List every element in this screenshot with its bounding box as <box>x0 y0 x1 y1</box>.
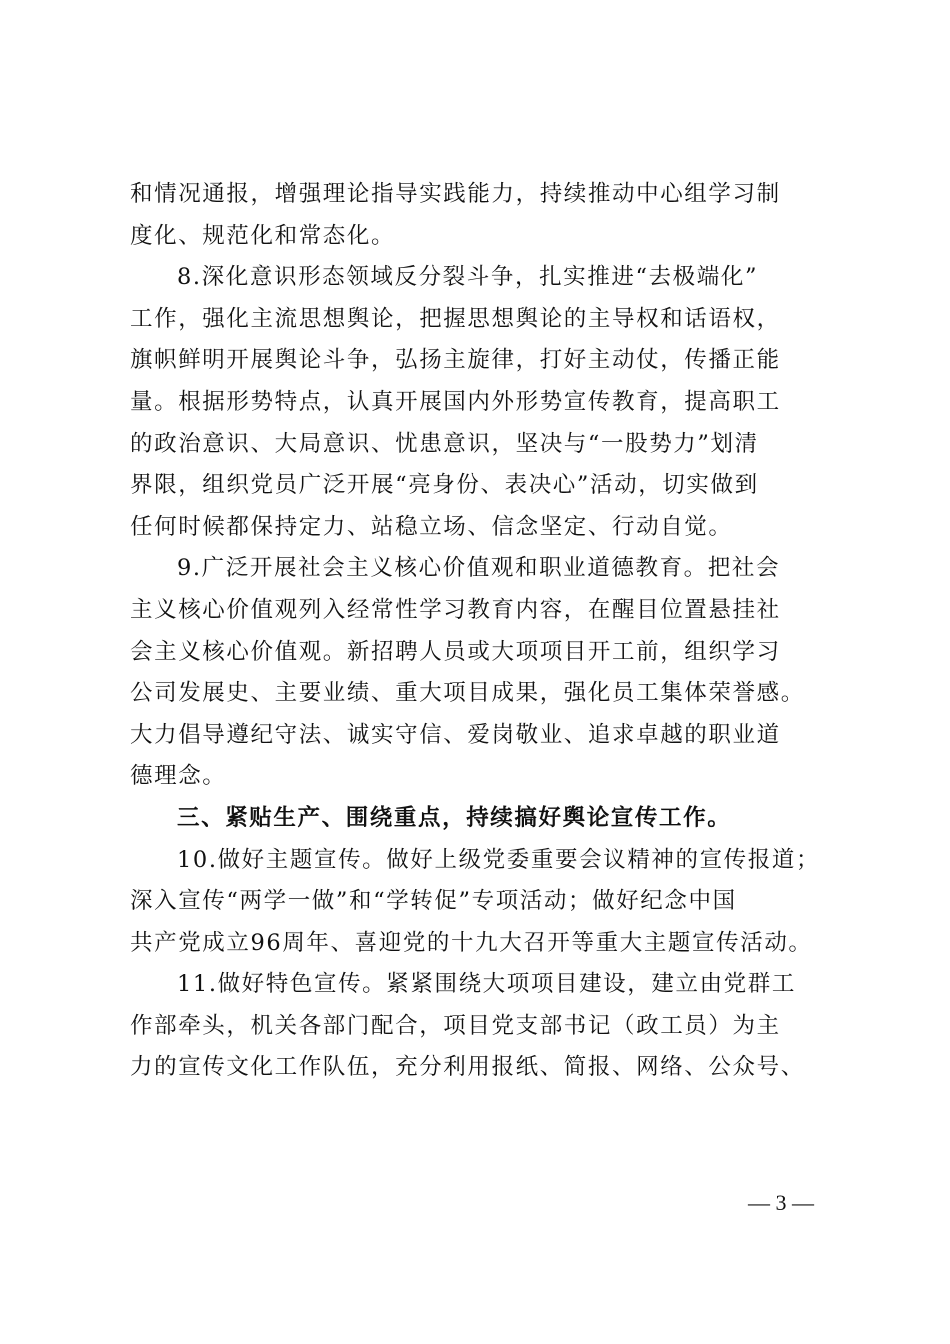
text-line: 和情况通报，增强理论指导实践能力，持续推动中心组学习制 <box>130 181 781 207</box>
text-line: 大力倡导遵纪守法、诚实守信、爱岗敬业、追求卓越的职业道 <box>130 721 781 748</box>
text-line: 度化、规范化和常态化。 <box>130 222 396 249</box>
text-line: 力的宣传文化工作队伍，充分利用报纸、简报、网络、公众号、 <box>130 1054 805 1081</box>
paragraph-8-start: 8.深化意识形态领域反分裂斗争，扎实推进“去极端化” <box>177 264 759 291</box>
text-line: 共产党成立96周年、喜迎党的十九大召开等重大主题宣传活动。 <box>130 929 813 956</box>
text-line: 公司发展史、主要业绩、重大项目成果，强化员工集体荣誉感。 <box>130 680 805 707</box>
text-line: 量。根据形势特点，认真开展国内外形势宣传教育，提高职工 <box>130 388 781 415</box>
text-line: 界限，组织党员广泛开展“亮身份、表决心”活动，切实做到 <box>130 472 759 499</box>
text-line: 深入宣传“两学一做”和“学转促”专项活动；做好纪念中国 <box>130 888 737 915</box>
text-line: 工作，强化主流思想舆论，把握思想舆论的主导权和话语权， <box>130 305 781 332</box>
paragraph-10-start: 10.做好主题宣传。做好上级党委重要会议精神的宣传报道； <box>177 846 821 873</box>
text-line: 会主义核心价值观。新招聘人员或大项项目开工前，组织学习 <box>130 638 781 665</box>
paragraph-9-start: 9.广泛开展社会主义核心价值观和职业道德教育。把社会 <box>177 555 781 582</box>
page-number: — 3 — <box>748 1190 814 1215</box>
text-line: 旗帜鲜明开展舆论斗争，弘扬主旋律，打好主动仗，传播正能 <box>130 347 781 374</box>
section-heading-3: 三、紧贴生产、围绕重点，持续搞好舆论宣传工作。 <box>177 804 732 831</box>
text-line: 主义核心价值观列入经常性学习教育内容，在醒目位置悬挂社 <box>130 596 781 623</box>
text-line: 作部牵头，机关各部门配合，项目党支部书记（政工员）为主 <box>130 1012 781 1039</box>
text-line: 德理念。 <box>130 763 227 790</box>
paragraph-11-start: 11.做好特色宣传。紧紧围绕大项项目建设，建立由党群工 <box>177 971 796 998</box>
text-line: 的政治意识、大局意识、忧患意识，坚决与“一股势力”划清 <box>130 430 759 457</box>
body-text <box>130 174 820 1089</box>
text-line: 任何时候都保持定力、站稳立场、信念坚定、行动自觉。 <box>130 513 733 540</box>
